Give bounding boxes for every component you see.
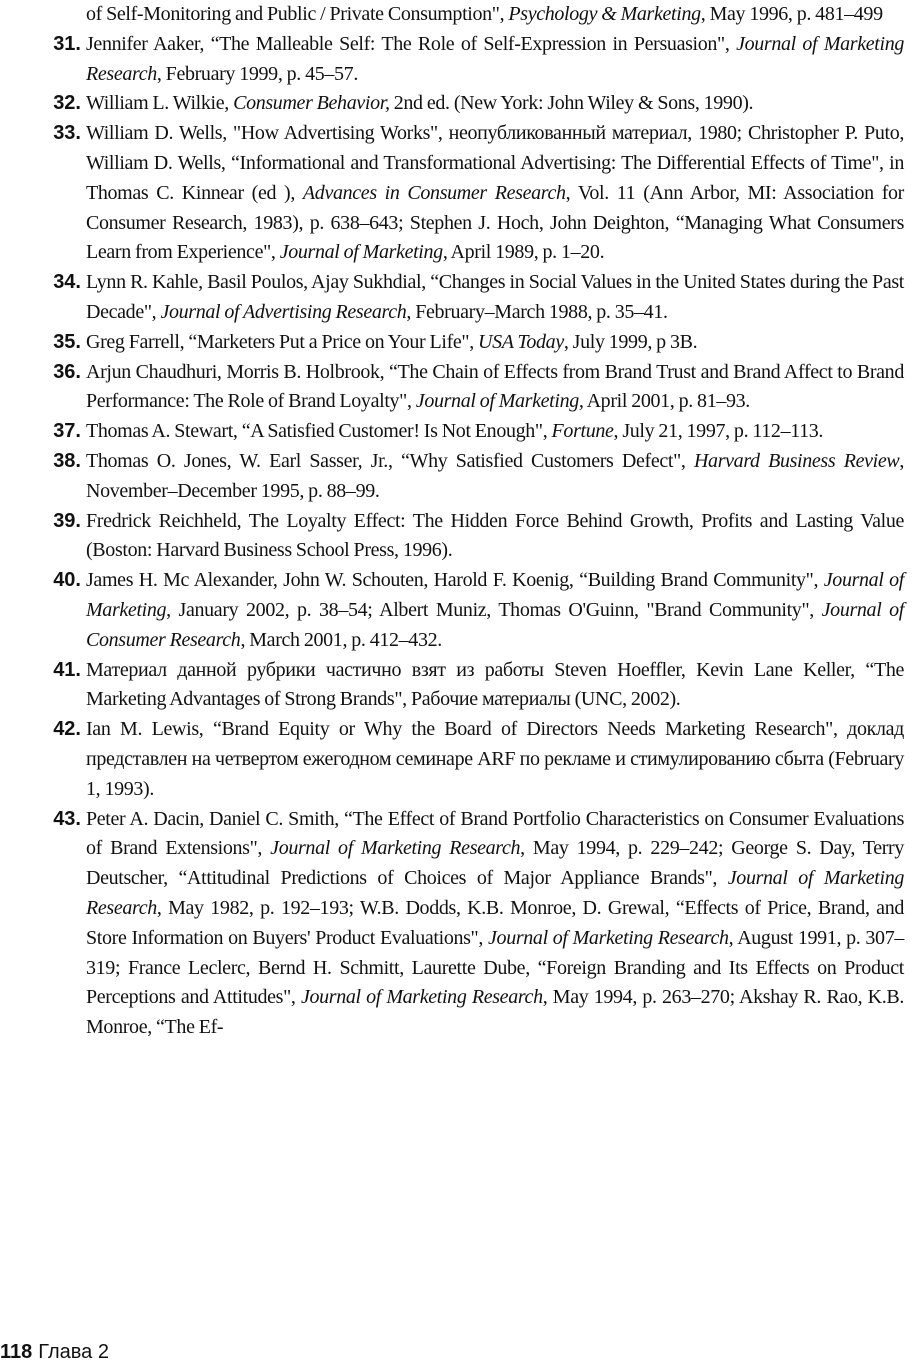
reference-text (86, 0, 904, 30)
reference-item (32, 566, 904, 655)
reference-source-title: Consumer Behavior, (233, 92, 390, 115)
reference-source-title: Journal of Advertising Research (160, 300, 407, 323)
reference-item (32, 30, 904, 90)
reference-text-segment: William D. Wells, "How Advertising Works", неопубликованный материал, 1980; Christopher P. Puto, William D. Wells, “Informational and Transformational Advertising: The Differential Effects of Time", in Thomas C. Kinnear (ed ), (86, 122, 904, 204)
reference-text (86, 715, 904, 804)
reference-text (86, 805, 904, 1043)
reference-text-segment: , May 1996, p. 481–499 (700, 3, 883, 25)
reference-text-segment: , April 1989, p. 1–20. (442, 241, 605, 264)
reference-number: 33. (53, 122, 81, 145)
reference-text-segment: Jennifer Aaker, “The Malleable Self: The Role of Self-Expression in Persuasion", (86, 32, 737, 55)
reference-number: 41. (53, 658, 81, 681)
reference-continuation (32, 0, 904, 30)
reference-number: 34. (53, 271, 81, 294)
reference-text-segment: , February–March 1988, p. 35–41. (406, 300, 668, 323)
reference-text (86, 328, 904, 358)
reference-list (32, 0, 904, 1043)
reference-source-title: Journal of Marketing Research (488, 926, 729, 949)
reference-source-title: Journal of Marketing (279, 241, 443, 264)
reference-text-segment: , May 1994, p. 229–242; George S. Day, Terry Deutscher, “Attitudinal Predictions of Choices of Major Appliance Brands", (86, 837, 904, 890)
reference-text-segment: Lynn R. Kahle, Basil Poulos, Ajay Sukhdial, “Changes in Social Values in the United States during the Past Decade", (86, 271, 904, 323)
reference-text (86, 268, 904, 328)
reference-text-segment: Thomas A. Stewart, “A Satisfied Customer! Is Not Enough", (86, 420, 552, 443)
reference-source-title: Harvard Business Review (693, 449, 900, 472)
reference-number: 43. (53, 807, 81, 830)
reference-source-title: Fortune (551, 420, 614, 443)
reference-text-segment: , May 1982, p. 192–193; W.B. Dodds, K.B. Monroe, D. Grewal, “Effects of Price, Brand, and Store Information on Buyers' Product Evaluations", (86, 896, 904, 949)
reference-number: 36. (53, 360, 81, 383)
reference-text-segment: , March 2001, p. 412–432. (240, 628, 442, 651)
reference-source-title: Psychology & Marketing (508, 3, 701, 25)
reference-number: 32. (53, 92, 81, 115)
reference-source-title: Journal of Marketing (86, 569, 905, 621)
reference-number: 38. (53, 449, 81, 472)
reference-text (86, 447, 904, 507)
reference-source-title: Journal of Marketing, (415, 390, 584, 413)
reference-item (32, 89, 904, 119)
reference-text (86, 507, 904, 567)
reference-item (32, 119, 904, 268)
reference-item (32, 805, 904, 1043)
reference-text-segment: Greg Farrell, “Marketers Put a Price on Your Life", (86, 330, 479, 353)
reference-text-segment: of Self-Monitoring and Public / Private Consumption", (86, 3, 509, 25)
reference-source-title: Journal of Marketing Research (86, 867, 904, 919)
page-footer (0, 1340, 109, 1364)
page-number: 118 (0, 1341, 33, 1363)
reference-item (32, 715, 904, 804)
reference-source-title: Journal of Marketing Research (270, 837, 521, 860)
reference-text-segment: , November–December 1995, p. 88–99. (86, 449, 905, 502)
reference-source-title: Journal of Consumer Research (86, 598, 904, 651)
chapter-label: Глава 2 (38, 1341, 109, 1363)
reference-source-title: USA Today (478, 330, 564, 353)
reference-number: 35. (53, 330, 81, 353)
reference-number: 37. (53, 420, 81, 443)
reference-text (86, 89, 904, 119)
reference-text-segment: , August 1991, p. 307–319; France Leclerc, Bernd H. Schmitt, Laurette Dube, “Foreign Branding and Its Effects on Product Perceptions and Attitudes", (86, 926, 905, 1009)
reference-source-title: Journal of Marketing Research (86, 32, 904, 85)
reference-text-segment: April 2001, p. 81–93. (583, 390, 750, 413)
reference-number: 39. (53, 509, 81, 532)
reference-text-segment: , July 21, 1997, p. 112–113. (613, 420, 824, 443)
reference-text (86, 656, 904, 716)
reference-item (32, 358, 904, 418)
reference-text-segment: , February 1999, p. 45–57. (156, 62, 358, 85)
reference-text-segment: Fredrick Reichheld, The Loyalty Effect: The Hidden Force Behind Growth, Profits and Lasting Value (Boston: Harvard Business School Press, 1996). (86, 509, 904, 562)
reference-text-segment: William L. Wilkie, (86, 92, 234, 115)
reference-number: 31. (53, 32, 81, 55)
reference-source-title: Advances in Consumer Research (302, 181, 566, 204)
reference-text (86, 119, 904, 268)
reference-text-segment: , May 1994, p. 263–270; Akshay R. Rao, K.B. Monroe, “The Ef- (86, 986, 905, 1039)
reference-number: 40. (53, 569, 81, 592)
reference-text-segment: Thomas O. Jones, W. Earl Sasser, Jr., “Why Satisfied Customers Defect", (86, 449, 694, 472)
reference-text-segment: Ian M. Lewis, “Brand Equity or Why the Board of Directors Needs Marketing Research", доклад представлен на четвертом ежегодном семинаре ARF по рекламе и стимулированию сбыта (February 1, 1993). (86, 718, 904, 800)
reference-text-segment: 2nd ed. (New York: John Wiley & Sons, 1990). (389, 92, 754, 115)
reference-text-segment: Arjun Chaudhuri, Morris B. Holbrook, “The Chain of Effects from Brand Trust and Brand Affect to Brand Performance: The Role of Brand Loyalty", (86, 360, 904, 413)
reference-text-segment: James H. Mc Alexander, John W. Schouten, Harold F. Koenig, “Building Brand Community", (86, 569, 824, 592)
reference-text-segment: , July 1999, p 3B. (563, 330, 698, 353)
reference-text (86, 417, 904, 447)
reference-item (32, 447, 904, 507)
reference-text-segment: , Vol. 11 (Ann Arbor, MI: Association for Consumer Research, 1983), p. 638–643; Stephen J. Hoch, John Deighton, “Managing What Consumers Learn from Experience", (86, 181, 904, 264)
reference-item (32, 417, 904, 447)
reference-number: 42. (53, 718, 81, 741)
reference-text-segment: , January 2002, p. 38–54; Albert Muniz, Thomas O'Guinn, "Brand Community", (166, 598, 822, 621)
reference-source-title: Journal of Marketing Research (300, 986, 543, 1009)
reference-item (32, 268, 904, 328)
reference-text-segment: Материал данной рубрики частично взят из работы Steven Hoeffler, Kevin Lane Keller, “The Marketing Advantages of Strong Brands", Рабочие материалы (UNC, 2002). (86, 658, 904, 711)
reference-text-segment: Peter A. Dacin, Daniel C. Smith, “The Effect of Brand Portfolio Characteristics on Consumer Evaluations of Brand Extensions", (86, 807, 904, 860)
reference-item (32, 656, 904, 716)
reference-text (86, 566, 904, 655)
reference-item (32, 507, 904, 567)
reference-text (86, 358, 904, 418)
reference-text (86, 30, 904, 90)
reference-item (32, 328, 904, 358)
